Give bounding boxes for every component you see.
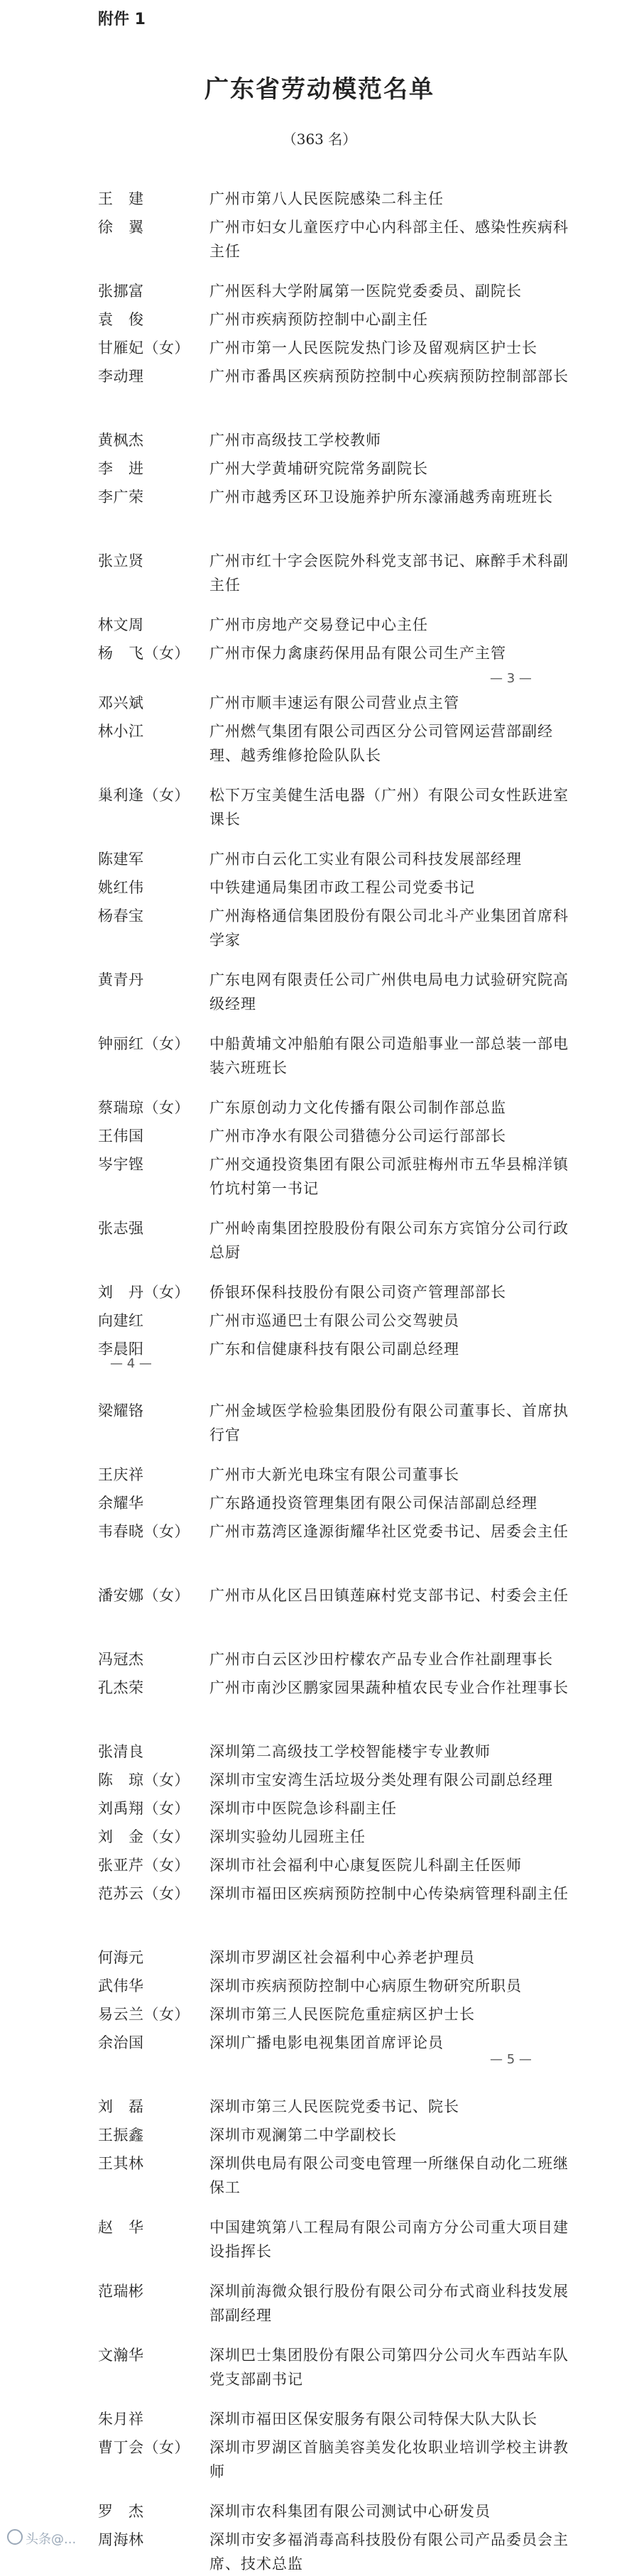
honoree-position: 深圳市第三人民医院危重症病区护士长: [209, 2006, 475, 2023]
honoree-position: 广州市红十字会医院外科党支部书记、麻醉手术科副主任: [209, 552, 569, 594]
honoree-position: 深圳市罗湖区首脑美容美发化妆职业培训学校主讲教师: [209, 2439, 569, 2480]
honoree-name: 余耀华: [98, 1495, 144, 1512]
honoree-position: 广东原创动力文化传播有限公司制作部总监: [209, 1099, 506, 1116]
honoree-name: 徐 翼: [98, 219, 144, 236]
honoree-position: 深圳市安多福消毒高科技股份有限公司产品委员会主席、技术总监: [209, 2531, 569, 2572]
honoree-position: 松下万宝美健生活电器（广州）有限公司女性跃进室课长: [209, 787, 569, 828]
honoree-name: 向建红: [98, 1312, 144, 1329]
honoree-name: 易云兰（女）: [98, 2006, 190, 2023]
honoree-name: 梁耀铬: [98, 1402, 144, 1419]
page-marker: — 5 —: [490, 2052, 532, 2067]
honoree-name: 韦春晓（女）: [98, 1523, 190, 1540]
honoree-name: 袁 俊: [98, 311, 144, 328]
honoree-name: 李晨阳: [98, 1341, 144, 1358]
honoree-name: 赵 华: [98, 2219, 144, 2236]
honoree-position: 广州海格通信集团股份有限公司北斗产业集团首席科学家: [209, 907, 569, 949]
honoree-position: 广州医科大学附属第一医院党委委员、副院长: [209, 283, 522, 300]
honoree-position: 深圳实验幼儿园班主任: [209, 1828, 366, 1845]
honoree-position: 广州大学黄埔研究院常务副院长: [209, 460, 428, 477]
honoree-position: 中船黄埔文冲船舶有限公司造船事业一部总装一部电装六班班长: [209, 1035, 569, 1076]
honoree-name: 范苏云（女）: [98, 1885, 190, 1902]
honoree-position: 广州市保力禽康药保用品有限公司生产主管: [209, 645, 506, 662]
honoree-name: 武伟华: [98, 1977, 144, 1994]
honoree-position: 中国建筑第八工程局有限公司南方分公司重大项目建设指挥长: [209, 2219, 569, 2260]
honoree-position: 广州市南沙区鹏家园果蔬种植农民专业合作社理事长: [209, 1679, 569, 1696]
watermark: 头条@...: [26, 2532, 77, 2547]
page-marker: — 3 —: [490, 671, 532, 686]
honoree-name: 王振鑫: [98, 2127, 144, 2144]
honoree-name: 周海林: [98, 2531, 144, 2548]
honoree-name: 孔杰荣: [98, 1679, 144, 1696]
honoree-position: 深圳巴士集团股份有限公司第四分公司火车西站车队党支部副书记: [209, 2347, 569, 2388]
honoree-name: 王其林: [98, 2155, 144, 2172]
honoree-position: 深圳市福田区保安服务有限公司特保大队大队长: [209, 2411, 537, 2428]
honoree-position: 广东电网有限责任公司广州供电局电力试验研究院高级经理: [209, 971, 569, 1013]
page-marker: — 4 —: [110, 1356, 152, 1371]
honoree-position: 广州市房地产交易登记中心主任: [209, 616, 428, 633]
honoree-position: 广州燃气集团有限公司西区分公司管网运营部副经理、越秀维修抢险队队长: [209, 723, 553, 764]
honoree-position: 广州市疾病预防控制中心副主任: [209, 311, 428, 328]
honoree-name: 黄枫杰: [98, 432, 144, 449]
honoree-position: 广州市高级技工学校教师: [209, 432, 381, 449]
honoree-position: 广东和信健康科技有限公司副总经理: [209, 1341, 459, 1358]
honoree-position: 广州市大新光电珠宝有限公司董事长: [209, 1466, 459, 1483]
honoree-position: 广东路通投资管理集团有限公司保洁部副总经理: [209, 1495, 537, 1512]
honoree-position: 广州市净水有限公司猎德分公司运行部部长: [209, 1128, 506, 1145]
honoree-position: 广州市白云化工实业有限公司科技发展部经理: [209, 851, 522, 868]
honoree-name: 何海元: [98, 1949, 144, 1966]
honoree-position: 侨银环保科技股份有限公司资产管理部部长: [209, 1284, 506, 1301]
honoree-position: 深圳市疾病预防控制中心病原生物研究所职员: [209, 1977, 522, 1994]
honoree-name: 张亚芹（女）: [98, 1857, 190, 1874]
honoree-name: 林小江: [98, 723, 144, 740]
honoree-position: 广州市荔湾区逢源街耀华社区党委书记、居委会主任: [209, 1523, 569, 1540]
honoree-name: 文瀚华: [98, 2347, 144, 2364]
honoree-name: 余治国: [98, 2034, 144, 2051]
honoree-position: 广州市第八人民医院感染二科主任: [209, 190, 444, 207]
honoree-name: 李广荣: [98, 489, 144, 506]
honoree-name: 黄青丹: [98, 971, 144, 988]
honoree-name: 刘 磊: [98, 2098, 144, 2115]
honoree-position: 广州市妇女儿童医疗中心内科部主任、感染性疾病科主任: [209, 219, 569, 260]
honoree-name: 李 进: [98, 460, 144, 477]
honoree-position: 深圳市农科集团有限公司测试中心研发员: [209, 2503, 491, 2520]
honoree-name: 邓兴斌: [98, 694, 144, 711]
honoree-name: 刘 丹（女）: [98, 1284, 190, 1301]
honoree-name: 王 建: [98, 190, 144, 207]
honoree-name: 甘雁妃（女）: [98, 339, 190, 356]
honoree-name: 陈 琼（女）: [98, 1772, 190, 1789]
honoree-position: 深圳前海微众银行股份有限公司分布式商业科技发展部副经理: [209, 2283, 569, 2324]
honoree-position: 深圳供电局有限公司变电管理一所继保自动化二班继保工: [209, 2155, 569, 2196]
honoree-position: 深圳市社会福利中心康复医院儿科副主任医师: [209, 1857, 522, 1874]
honoree-position: 广州市番禺区疾病预防控制中心疾病预防控制部部长: [209, 368, 569, 385]
document-title: 广东省劳动模范名单: [204, 75, 435, 104]
honoree-name: 冯冠杰: [98, 1651, 144, 1668]
honoree-name: 刘 金（女）: [98, 1828, 190, 1845]
honoree-name: 王伟国: [98, 1128, 144, 1145]
honoree-position: 广州岭南集团控股股份有限公司东方宾馆分公司行政总厨: [209, 1220, 569, 1261]
honoree-position: 深圳市中医院急诊科副主任: [209, 1800, 397, 1817]
honoree-position: 深圳市第三人民医院党委书记、院长: [209, 2098, 459, 2115]
honoree-name: 范瑞彬: [98, 2283, 144, 2300]
honoree-name: 张立贤: [98, 552, 144, 569]
honoree-name: 岑宇铿: [98, 1156, 144, 1173]
honoree-name: 林文周: [98, 616, 144, 633]
attachment-label: 附件 1: [98, 11, 146, 28]
honoree-position: 广州交通投资集团有限公司派驻梅州市五华县棉洋镇竹坑村第一书记: [209, 1156, 569, 1197]
honoree-position: 广州市顺丰速运有限公司营业点主管: [209, 694, 459, 711]
honoree-name: 朱月祥: [98, 2411, 144, 2428]
honoree-position: 深圳市观澜第二中学副校长: [209, 2127, 397, 2144]
honoree-name: 潘安娜（女）: [98, 1587, 190, 1604]
honoree-name: 张挪富: [98, 283, 144, 300]
honoree-position: 广州市第一人民医院发热门诊及留观病区护士长: [209, 339, 537, 356]
honoree-name: 巢利逢（女）: [98, 787, 190, 804]
honoree-name: 曹丁会（女）: [98, 2439, 190, 2456]
honoree-position: 深圳市宝安湾生活垃圾分类处理有限公司副总经理: [209, 1772, 553, 1789]
honoree-name: 张志强: [98, 1220, 144, 1237]
honoree-name: 姚红伟: [98, 879, 144, 896]
honoree-position: 中铁建通局集团市政工程公司党委书记: [209, 879, 475, 896]
honoree-name: 钟丽红（女）: [98, 1035, 190, 1052]
honoree-position: 深圳第二高级技工学校智能楼宇专业教师: [209, 1743, 491, 1760]
watermark-icon: [7, 2529, 23, 2545]
honoree-position: 广州市巡通巴士有限公司公交驾驶员: [209, 1312, 459, 1329]
honoree-position: 广州金域医学检验集团股份有限公司董事长、首席执行官: [209, 1402, 569, 1443]
honoree-position: 广州市白云区沙田柠檬农产品专业合作社副理事长: [209, 1651, 553, 1668]
honoree-name: 陈建军: [98, 851, 144, 868]
honoree-position: 广州市从化区吕田镇莲麻村党支部书记、村委会主任: [209, 1587, 569, 1604]
honoree-position: 广州市越秀区环卫设施养护所东濠涌越秀南班班长: [209, 489, 553, 506]
honoree-name: 刘禹翔（女）: [98, 1800, 190, 1817]
honoree-name: 杨 飞（女）: [98, 645, 190, 662]
total-count: （363 名）: [282, 131, 357, 148]
honoree-name: 王庆祥: [98, 1466, 144, 1483]
honoree-name: 罗 杰: [98, 2503, 144, 2520]
honoree-position: 深圳市福田区疾病预防控制中心传染病管理科副主任: [209, 1885, 569, 1902]
honoree-name: 张清良: [98, 1743, 144, 1760]
honoree-name: 蔡瑞琼（女）: [98, 1099, 190, 1116]
honoree-position: 深圳广播电影电视集团首席评论员: [209, 2034, 444, 2051]
honoree-name: 李动理: [98, 368, 144, 385]
honoree-name: 杨春宝: [98, 907, 144, 924]
honoree-position: 深圳市罗湖区社会福利中心养老护理员: [209, 1949, 475, 1966]
